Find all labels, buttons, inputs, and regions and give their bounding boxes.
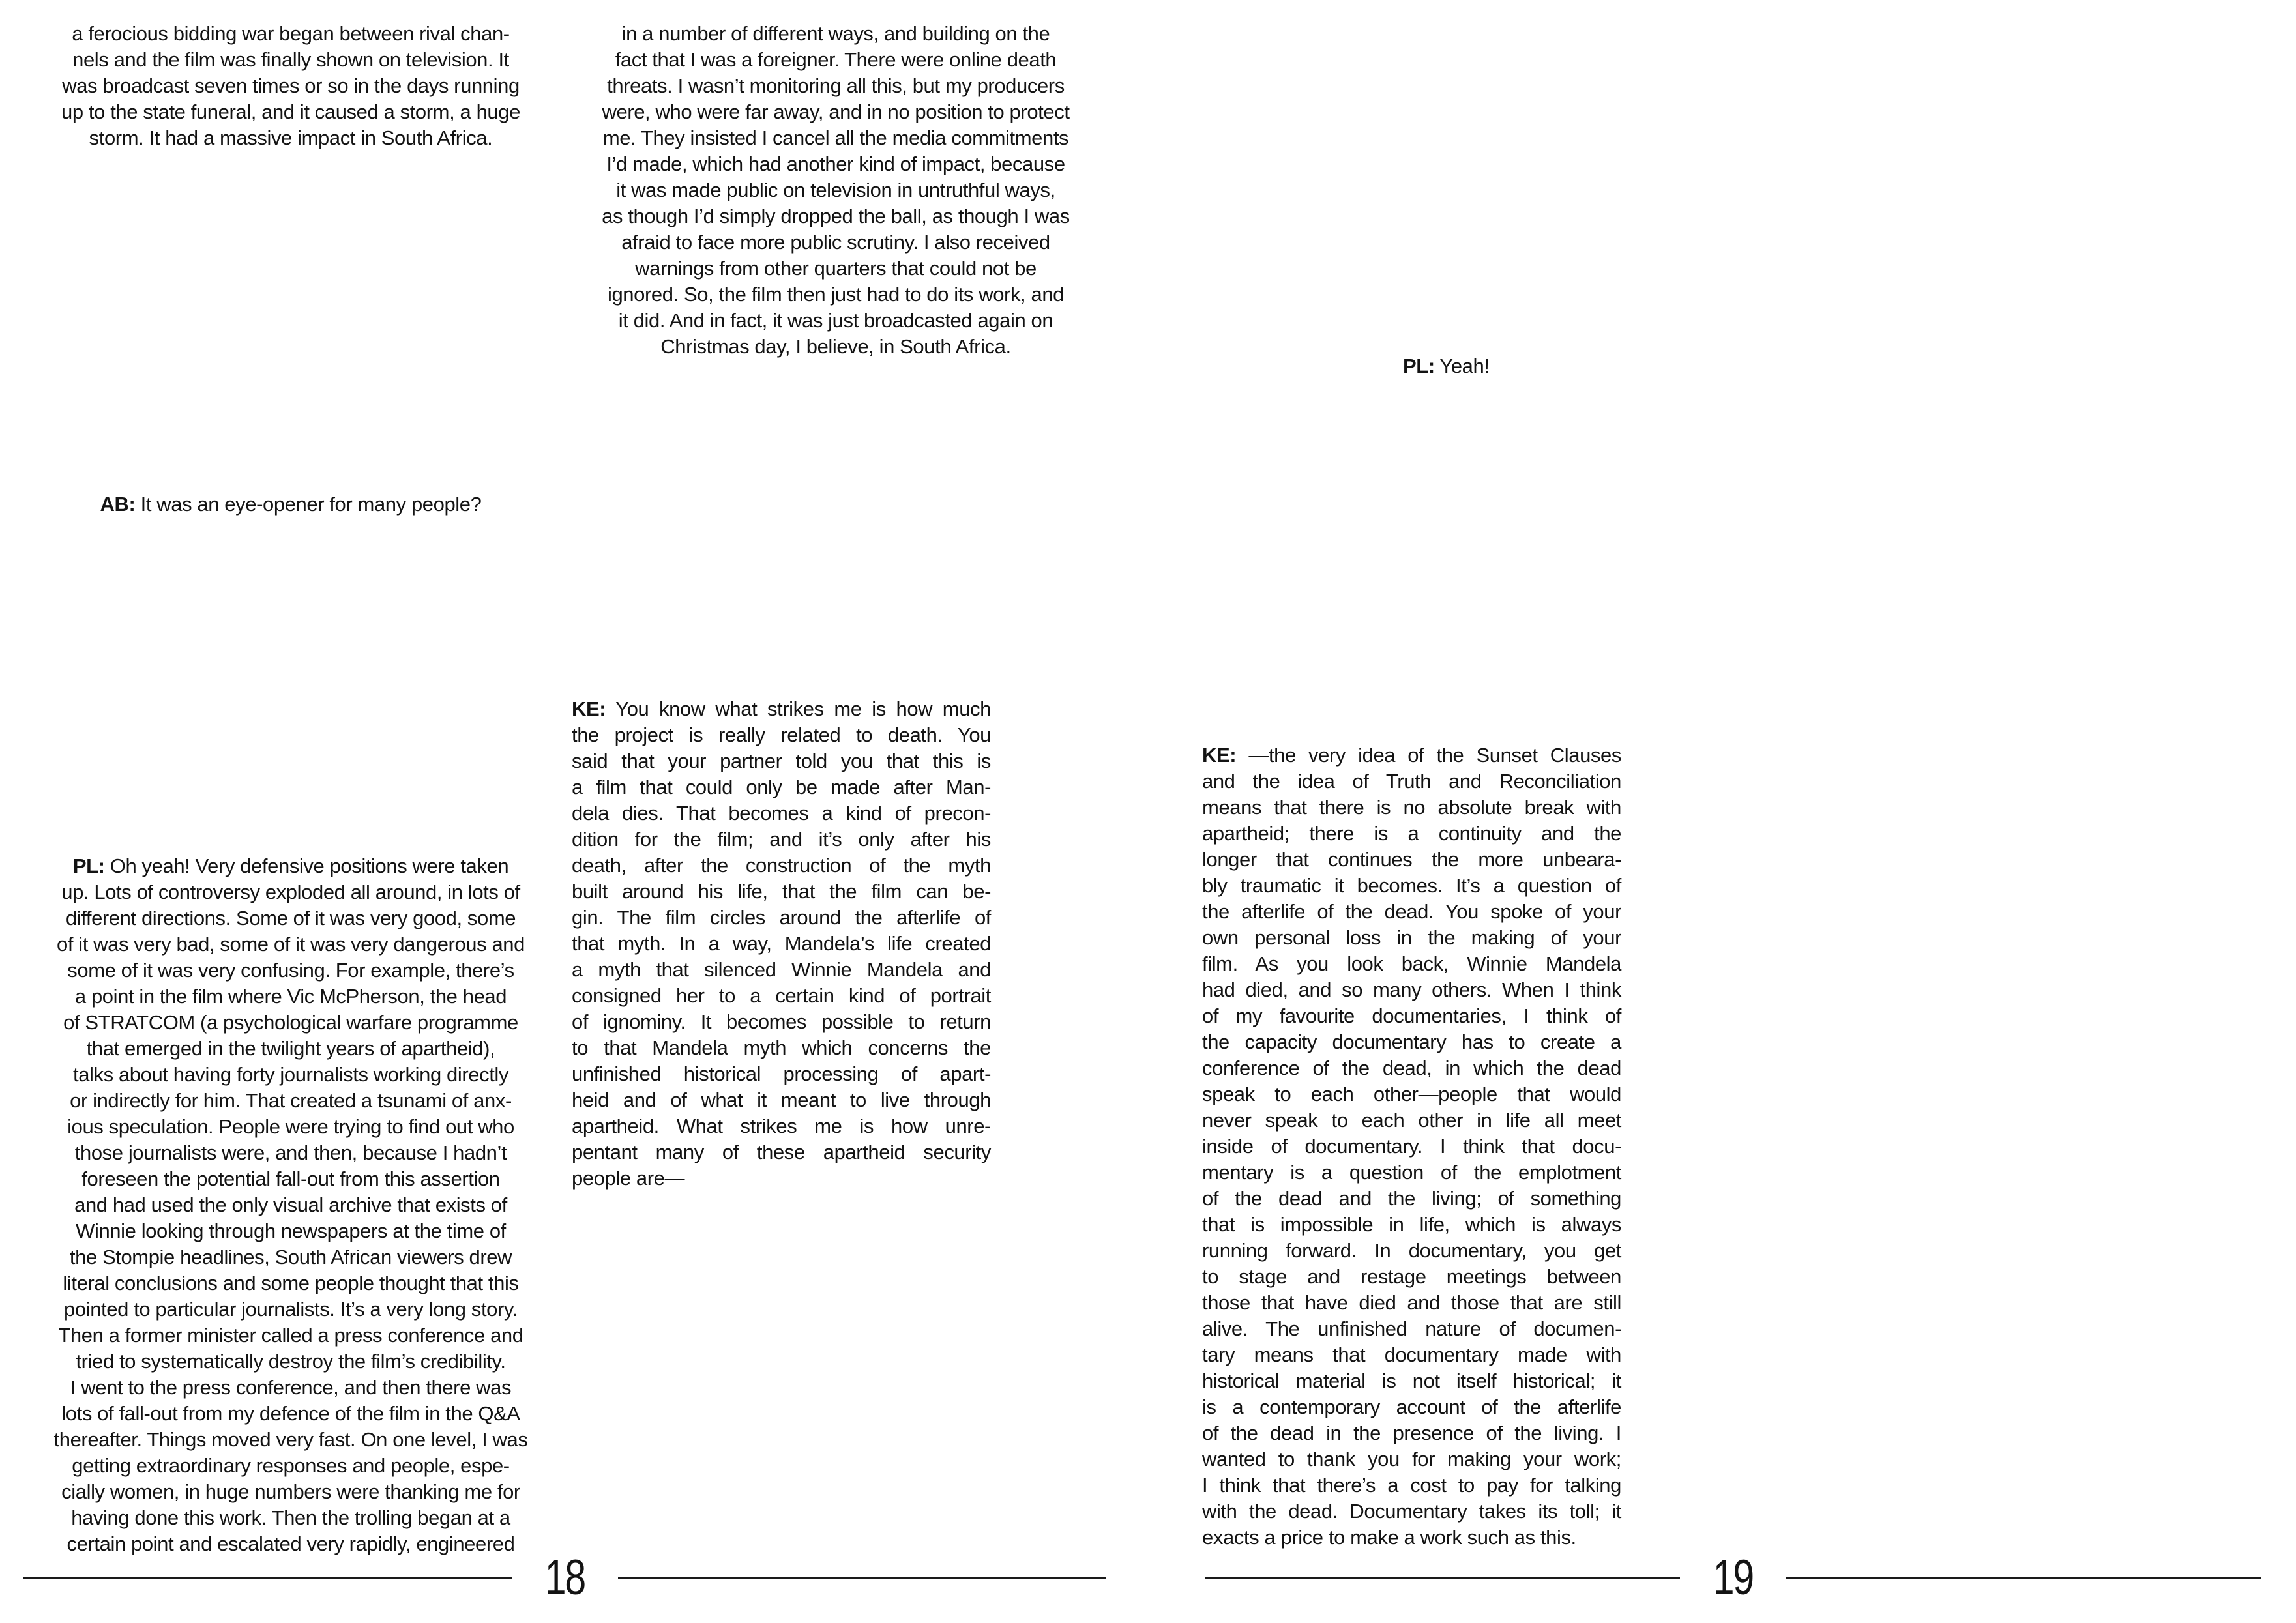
speaker-label: KE:: [572, 697, 606, 720]
speaker-label: KE:: [1202, 744, 1237, 767]
text-line: a myth that silenced Winnie Mandela and: [572, 958, 991, 981]
text-line: fact that I was a foreigner. There were online death: [615, 48, 1057, 71]
text-line: talks about having forty journalists working directly: [72, 1063, 508, 1086]
text-line: different directions. Some of it was very good, some: [65, 907, 516, 929]
text-line: getting extraordinary responses and people, espe-: [72, 1454, 510, 1477]
text-line: I think that there’s a cost to pay for talking: [1202, 1474, 1621, 1497]
text-line: lots of fall-out from my defence of the film in the Q&A: [61, 1402, 520, 1425]
text-line: of it was very bad, some of it was very dangerous and: [56, 933, 525, 956]
text-line: apartheid; there is a continuity and the: [1202, 822, 1621, 845]
left-col2-paragraph: [568, 21, 1103, 360]
text-line: that emerged in the twilight years of apartheid),: [86, 1037, 495, 1060]
text-line: bly traumatic it becomes. It’s a question of: [1202, 874, 1621, 897]
text-line: nels and the film was finally shown on television. It: [72, 48, 509, 71]
right-page-footer: [1205, 1550, 2261, 1605]
text-line: the Stompie headlines, South African viewers drew: [69, 1246, 512, 1268]
text-line: wanted to thank you for making your work;: [1202, 1448, 1621, 1470]
text-line: that myth. In a way, Mandela’s life created: [572, 932, 991, 955]
speaker-label: PL:: [72, 855, 105, 877]
text-line: the capacity documentary has to create a: [1202, 1031, 1621, 1053]
text-line: of ignominy. It becomes possible to return: [572, 1010, 991, 1033]
text-line: was broadcast seven times or so in the days running: [62, 74, 520, 97]
text-line: the project is really related to death. You: [572, 724, 991, 746]
text-line: I went to the press conference, and then there was: [70, 1376, 512, 1399]
text-line: death, after the construction of the myth: [572, 854, 991, 877]
text-line: KE: You know what strikes me is how much: [572, 697, 991, 720]
text-line: of the dead in the presence of the living. I: [1202, 1422, 1621, 1444]
text-line: me. They insisted I cancel all the media commitments: [602, 126, 1069, 149]
text-line: threats. I wasn’t monitoring all this, but my producers: [607, 74, 1065, 97]
text-line: of my favourite documentaries, I think of: [1202, 1004, 1621, 1027]
ab-question: [23, 491, 558, 518]
speaker-label: PL:: [1403, 355, 1435, 377]
text-line: a film that could only be made after Man-: [572, 776, 991, 798]
pl-answer-paragraph: [23, 853, 558, 1557]
text-line: ious speculation. People were trying to find out who: [67, 1115, 514, 1138]
text-line: dition for the film; and it’s only after his: [572, 828, 991, 851]
text-line: heid and of what it meant to live through: [572, 1089, 991, 1111]
text-line: ignored. So, the film then just had to do its work, and: [607, 283, 1065, 306]
text-line: inside of documentary. I think that docu-: [1202, 1135, 1621, 1158]
left-page-footer: [23, 1550, 1106, 1605]
text-line: AB: It was an eye-opener for many people?: [100, 493, 482, 516]
text-line: unfinished historical processing of apart-: [572, 1062, 991, 1085]
text-line: mentary is a question of the emplotment: [1202, 1161, 1621, 1184]
text-line: I’d made, which had another kind of impact, because: [606, 153, 1065, 175]
text-line: tried to systematically destroy the film’s credibility.: [76, 1350, 506, 1373]
text-line: built around his life, that the film can be-: [572, 880, 991, 903]
text-line: some of it was very confusing. For example, there’s: [67, 959, 514, 982]
text-line: running forward. In documentary, you get: [1202, 1239, 1621, 1262]
page-number-left: 18: [544, 1550, 585, 1605]
text-line: conference of the dead, in which the dead: [1202, 1057, 1621, 1079]
text-line: certain point and escalated very rapidly, engineered: [66, 1532, 515, 1555]
text-line: those journalists were, and then, because I hadn’t: [74, 1141, 507, 1164]
text-line: having done this work. Then the trolling began at a: [71, 1506, 510, 1529]
text-line: the afterlife of the dead. You spoke of your: [1202, 900, 1621, 923]
text-line: that is impossible in life, which is always: [1202, 1213, 1621, 1236]
text-line: people are—: [572, 1167, 685, 1190]
text-line: it did. And in fact, it was just broadcasted again on: [618, 309, 1053, 332]
text-line: alive. The unfinished nature of documen-: [1202, 1317, 1621, 1340]
text-line: dela dies. That becomes a kind of precon-: [572, 802, 991, 825]
text-line: warnings from other quarters that could not be: [635, 257, 1037, 280]
text-line: PL: Oh yeah! Very defensive positions were taken: [72, 855, 509, 877]
footer-rule: [1205, 1577, 1680, 1579]
text-line: never speak to each other in life all meet: [1202, 1109, 1621, 1132]
text-line: storm. It had a massive impact in South Africa.: [89, 126, 493, 149]
ke-paragraph-left: [572, 696, 991, 1192]
text-line: a ferocious bidding war began between rival chan-: [72, 22, 510, 45]
text-line: own personal loss in the making of your: [1202, 926, 1621, 949]
text-line: said that your partner told you that this is: [572, 750, 991, 772]
text-line: is a contemporary account of the afterlife: [1202, 1396, 1621, 1418]
text-line: literal conclusions and some people thought that this: [63, 1272, 519, 1294]
text-line: in a number of different ways, and building on the: [621, 22, 1050, 45]
speaker-label: AB:: [100, 493, 136, 516]
text-line: consigned her to a certain kind of portrait: [572, 984, 991, 1007]
text-line: PL: Yeah!: [1403, 355, 1490, 377]
page-number-right: 19: [1713, 1550, 1754, 1605]
text-line: pentant many of these apartheid security: [572, 1141, 991, 1163]
text-line: a point in the film where Vic McPherson, the head: [74, 985, 507, 1008]
text-line: as though I’d simply dropped the ball, as though I was: [602, 205, 1070, 227]
text-line: of the dead and the living; of something: [1202, 1187, 1621, 1210]
text-line: and the idea of Truth and Reconciliation: [1202, 770, 1621, 793]
text-line: speak to each other—people that would: [1202, 1083, 1621, 1105]
text-line: to stage and restage meetings between: [1202, 1265, 1621, 1288]
footer-rule: [1786, 1577, 2261, 1579]
footer-rule: [618, 1577, 1106, 1579]
text-line: Christmas day, I believe, in South Africa.: [660, 335, 1011, 358]
text-line: Winnie looking through newspapers at the time of: [76, 1220, 506, 1242]
text-line: film. As you look back, Winnie Mandela: [1202, 952, 1621, 975]
text-line: were, who were far away, and in no position to protect: [602, 100, 1070, 123]
text-line: with the dead. Documentary takes its toll; it: [1202, 1500, 1621, 1523]
text-line: those that have died and those that are still: [1202, 1291, 1621, 1314]
text-line: or indirectly for him. That created a tsunami of anx-: [70, 1089, 512, 1112]
text-line: afraid to face more public scrutiny. I also received: [621, 231, 1050, 254]
text-line: up. Lots of controversy exploded all around, in lots of: [61, 881, 520, 903]
left-intro-paragraph: [23, 21, 558, 151]
text-line: gin. The film circles around the afterlife of: [572, 906, 991, 929]
text-line: exacts a price to make a work such as this.: [1202, 1526, 1576, 1549]
text-line: thereafter. Things moved very fast. On one level, I was: [53, 1428, 528, 1451]
text-line: tary means that documentary made with: [1202, 1343, 1621, 1366]
text-line: of STRATCOM (a psychological warfare programme: [63, 1011, 518, 1034]
text-line: and had used the only visual archive that exists of: [74, 1193, 507, 1216]
text-line: historical material is not itself historical; it: [1202, 1369, 1621, 1392]
text-line: foreseen the potential fall-out from this assertion: [81, 1167, 500, 1190]
text-line: it was made public on television in untruthful ways,: [616, 179, 1055, 201]
text-line: means that there is no absolute break with: [1202, 796, 1621, 819]
footer-rule: [23, 1577, 512, 1579]
text-line: to that Mandela myth which concerns the: [572, 1036, 991, 1059]
text-line: Then a former minister called a press conference and: [58, 1324, 523, 1347]
text-line: longer that continues the more unbeara-: [1202, 848, 1621, 871]
text-line: up to the state funeral, and it caused a storm, a huge: [61, 100, 520, 123]
pl-reply: [1403, 353, 1490, 379]
text-line: pointed to particular journalists. It’s a very long story.: [64, 1298, 518, 1321]
ke-paragraph-right: [1202, 742, 1621, 1551]
text-line: cially women, in huge numbers were thanking me for: [61, 1480, 520, 1503]
text-line: had died, and so many others. When I think: [1202, 978, 1621, 1001]
text-line: apartheid. What strikes me is how unre-: [572, 1115, 991, 1137]
text-line: KE: —the very idea of the Sunset Clauses: [1202, 744, 1621, 767]
